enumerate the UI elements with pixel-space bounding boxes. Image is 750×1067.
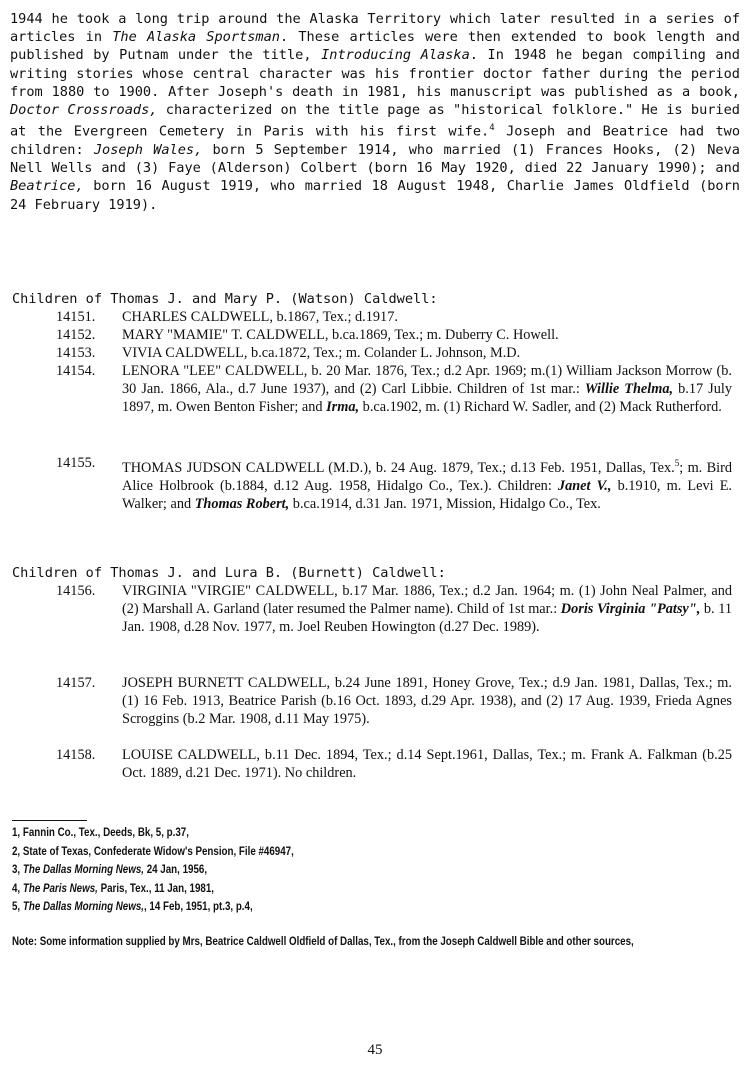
child-name: Joseph Wales, xyxy=(93,141,203,158)
genealogy-entry xyxy=(56,362,732,416)
intro-text: characterized on the title page as "historical folklore." He is buried at the Evergreen Cemetery in Paris with his first wife. xyxy=(10,102,740,140)
footnote-number: 4, xyxy=(12,882,23,895)
entry-number: 14152. xyxy=(56,327,96,343)
book-title: Introducing Alaska xyxy=(321,47,470,64)
entry-text-part: LENORA "LEE" CALDWELL, b. 20 Mar. 1876, Tex.; d.2 Apr. 1969; m.(1) William Jackson Morrow (b. 30 Jan. 1866, Ala., d.7 June 1937), and (2) Carl Libbie. Children of 1st mar.: xyxy=(122,363,732,397)
intro-text: 1944 he took a long trip around the Alaska Territory which later resulted in a series of articles in xyxy=(10,11,740,46)
footnote xyxy=(12,861,624,880)
entry-text-part: b.17 July 1897, m. Owen Benton Fisher; and xyxy=(122,381,732,415)
entry-text: LOUISE CALDWELL, b.11 Dec. 1894, Tex.; d.14 Sept.1961, Dallas, Tex.; m. Frank A. Falkman (b.25 Oct. 1889, d.21 Dec. 1971). No children. xyxy=(122,747,732,781)
intro-text: . These articles were then extended to book length and published by Putnam under the title, xyxy=(10,29,740,64)
child-name: Janet V., xyxy=(557,477,612,494)
entry-number: 14154. xyxy=(56,363,96,379)
newspaper-title: The Dallas Morning News, xyxy=(22,864,145,877)
genealogy-entry xyxy=(56,344,732,362)
footnote-number: 5, xyxy=(12,901,23,914)
entry-text xyxy=(122,362,732,416)
entry-number: 14158. xyxy=(56,747,96,763)
child-name: Beatrice, xyxy=(10,178,84,195)
book-title: Doctor Crossroads, xyxy=(10,102,158,119)
child-name: Thomas Robert, xyxy=(194,495,290,512)
intro-text: born 5 September 1914, who married (1) Frances Hooks, (2) Neva Nell Wells and (3) Faye (Alderson) Colbert (born 16 May 1920, died 22 January 1990); and xyxy=(10,141,740,177)
newspaper-title: The Paris News, xyxy=(22,882,98,895)
section-heading: Children of Thomas J. and Mary P. (Watson) Caldwell: xyxy=(12,291,438,307)
footnote-text: , 14 Feb, 1951, pt.3, p.4, xyxy=(144,901,253,914)
intro-text: Joseph and Beatrice had two children: xyxy=(10,123,740,158)
entry-text-part: b.1910, m. Levi E. Walker; and xyxy=(122,477,733,512)
entry-number: 14155. xyxy=(56,455,96,471)
section-heading: Children of Thomas J. and Lura B. (Burnett) Caldwell: xyxy=(12,565,446,581)
entry-text-part: VIRGINIA "VIRGIE" CALDWELL, b.17 Mar. 1886, Tex.; d.2 Jan. 1964; m. (1) John Neal Palmer, and (2) Marshall A. Garland (later resumed the Palmer name). Child of 1st mar.: xyxy=(122,583,732,617)
entry-text: VIVIA CALDWELL, b.ca.1872, Tex.; m. Colander L. Johnson, M.D. xyxy=(122,345,521,361)
entry-text: CHARLES CALDWELL, b.1867, Tex.; d.1917. xyxy=(122,309,398,325)
footnote xyxy=(12,898,624,917)
entry-text: MARY "MAMIE" T. CALDWELL, b.ca.1869, Tex.; m. Duberry C. Howell. xyxy=(122,327,559,343)
entry-text: JOSEPH BURNETT CALDWELL, b.24 June 1891, Honey Grove, Tex.; d.9 Jan. 1981, Dallas, Tex.; m. (1) 16 Feb. 1913, Beatrice Parish (b.16 Oct. 1893, d.29 Apr. 1938), and (2) 17 Aug. 1939, Frieda Agnes Scroggins (b.2 Mar. 1908, d.11 May 1975). xyxy=(122,675,732,727)
footnotes xyxy=(12,824,624,917)
footnote-ref: 5 xyxy=(674,458,680,468)
entry-number: 14156. xyxy=(56,583,96,599)
child-name: Willie Thelma, xyxy=(584,381,674,397)
footnote-text: 24 Jan, 1956, xyxy=(144,864,208,877)
entry-text-part: b.ca.1902, m. (1) Richard W. Sadler, and (2) Mack Rutherford. xyxy=(359,399,722,415)
genealogy-entry xyxy=(56,326,732,344)
footnote: 1, Fannin Co., Tex., Deeds, Bk, 5, p.37, xyxy=(12,827,189,839)
genealogy-entry xyxy=(56,582,732,636)
footnote-divider xyxy=(12,820,87,821)
genealogy-entry xyxy=(56,674,732,728)
entry-text-part: THOMAS JUDSON CALDWELL (M.D.), b. 24 Aug. 1879, Tex.; d.13 Feb. 1951, Dallas, Tex. xyxy=(122,459,675,476)
genealogy-entry xyxy=(56,746,732,782)
newspaper-title: The Dallas Morning News, xyxy=(22,901,145,914)
entry-text-part: b.ca.1914, d.31 Jan. 1971, Mission, Hidalgo Co., Tex. xyxy=(289,495,601,512)
intro-text: . In 1948 he began compiling and writing stories whose central character was his frontier doctor father during the period from 1880 to 1900. After Joseph's death in 1981, his manuscript was published as a book, xyxy=(10,47,740,100)
entry-number: 14157. xyxy=(56,675,96,691)
source-note: Note: Some information supplied by Mrs, Beatrice Caldwell Oldfield of Dallas, Tex., from the Joseph Caldwell Bible and other sources, xyxy=(12,936,634,948)
genealogy-entry xyxy=(56,454,732,513)
genealogy-entry xyxy=(56,308,732,326)
child-name: Irma, xyxy=(326,399,360,415)
child-name: Doris Virginia "Patsy", xyxy=(560,601,701,617)
page-number: 45 xyxy=(367,1042,383,1058)
entry-text xyxy=(122,582,732,636)
magazine-title: The Alaska Sportsman xyxy=(112,29,280,46)
entry-text-part: ; m. Bird Alice Holbrook (b.1884, d.12 Aug. 1958, Hidalgo Co., Tex.). Children: xyxy=(122,459,733,494)
footnote-number: 3, xyxy=(12,864,23,877)
footnote xyxy=(12,880,624,899)
entry-text-part: b. 11 Jan. 1908, d.28 Nov. 1977, m. Joel Reuben Howington (d.27 Dec. 1989). xyxy=(122,601,732,635)
entry-text xyxy=(122,454,732,513)
footnote-text: Paris, Tex., 11 Jan, 1981, xyxy=(97,882,214,895)
footnote: 2, State of Texas, Confederate Widow's Pension, File #46947, xyxy=(12,845,294,858)
entry-number: 14153. xyxy=(56,345,96,361)
intro-text: born 16 August 1919, who married 18 August 1948, Charlie James Oldfield (born 24 February 1919). xyxy=(10,178,740,213)
intro-paragraph xyxy=(10,10,740,214)
footnote-ref: 4 xyxy=(489,123,495,134)
entry-number: 14151. xyxy=(56,309,96,325)
